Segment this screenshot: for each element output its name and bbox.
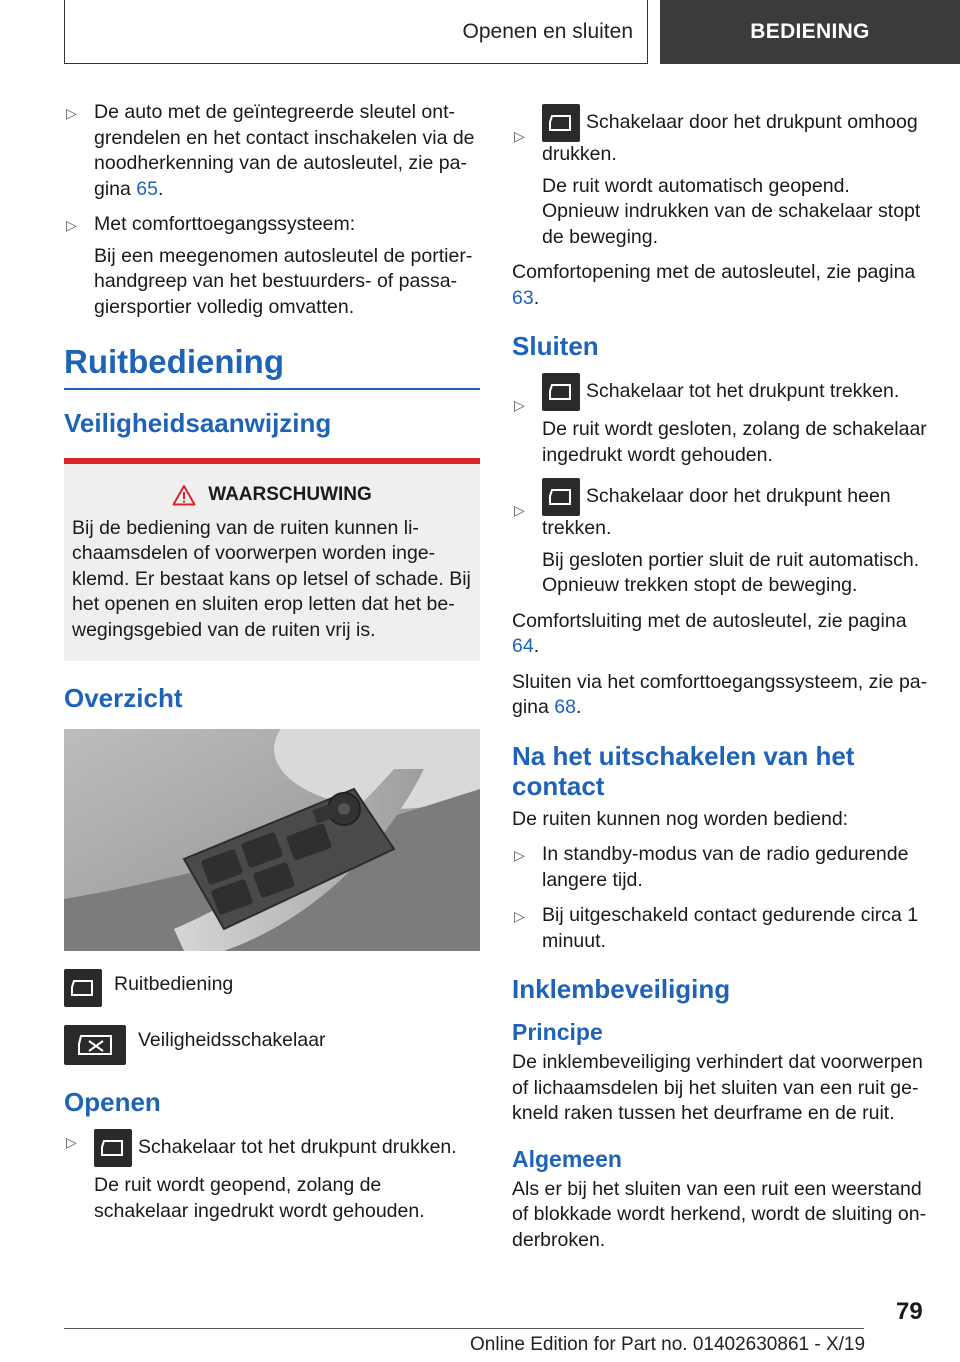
paragraph: Als er bij het sluiten van een ruit een weerstand of blokkade wordt herkend, wordt de sluiting onderbroken. [512,1177,927,1251]
legend-item [64,1025,480,1065]
subsection-heading: Openen [64,1087,161,1117]
triangle-bullet-icon: ▷ [514,908,525,924]
triangle-bullet-icon: ▷ [66,1134,77,1150]
window-switch-icon [94,1129,132,1167]
legend-label: Ruitbediening [114,973,234,995]
paragraph: De ruiten kunnen nog worden bediend: [512,807,849,830]
subsection-heading: Na het uitschakelen van het contact [512,740,855,801]
triangle-bullet-icon: ▷ [514,128,525,144]
subsection-heading: Sluiten [512,331,599,361]
paragraph: Sluiten via het comforttoegangssysteem, zie pagina 68. [512,670,928,718]
section-title: Openen en sluiten [462,19,633,43]
legend-item [64,969,480,1007]
triangle-bullet-icon: ▷ [514,502,525,518]
list-item: ▷ Met comforttoegangssysteem: Bij een meegenomen autosleutel de portierhandgreep van het bestuurders- of passagiersportier volledig omvatten. [66,213,473,318]
page-link[interactable]: 63 [512,286,534,309]
window-switch-icon [542,478,580,516]
chapter-title: BEDIENING [750,20,870,43]
sub-subsection-heading: Algemeen [512,1145,622,1172]
list-item: ▷ Schakelaar tot het drukpunt drukken. De ruit wordt geopend, zolang de schakelaar ingedrukt wordt gehouden. [64,1129,480,1224]
triangle-bullet-icon: ▷ [66,217,77,233]
list-item: ▷ Schakelaar tot het drukpunt trekken. De ruit wordt gesloten, zolang de schakelaar ingedrukt wordt gehouden. [512,373,932,468]
section-heading: Ruitbediening [64,343,284,380]
triangle-bullet-icon: ▷ [514,397,525,413]
warning-box [64,464,480,661]
page-link[interactable]: 68 [554,696,576,718]
paragraph: Comfortsluiting met de autosleutel, zie pagina 64. [512,609,907,657]
footer-rule [64,1328,864,1329]
list-item: ▷ Bij uitgeschakeld contact gedurende circa 1 minuut. [514,904,919,952]
subsection-heading: Overzicht [64,683,183,713]
safety-switch-icon [64,1025,126,1065]
list-item: ▷ In standby-modus van de radio gedurende langere tijd. [514,843,909,891]
warning-text: Bij de bediening van de ruiten kunnen lichaamsdelen of voorwerpen worden ingeklemd. Er bestaat kans op letsel of schade. Bij het openen en sluiten erop letten dat het bewegingsgebied van de ruiten vrij is. [72,516,471,641]
right-column [512,104,932,1263]
list-item: ▷ Schakelaar door het drukpunt heen trekken. Bij gesloten portier sluit de ruit automatisch. Opnieuw trekken stopt de beweging. [512,478,932,599]
window-switch-icon [64,969,102,1007]
page-link[interactable]: 65 [136,177,158,200]
window-switch-icon [542,104,580,142]
heading-rule [64,388,480,390]
warning-title: WAARSCHUWING [72,482,472,508]
legend-label: Veiligheidsschakelaar [138,1029,326,1051]
window-switch-icon [542,373,580,411]
triangle-bullet-icon: ▷ [514,847,525,863]
left-column [64,100,480,1234]
footer-edition: Online Edition for Part no. 01402630861 - X/19 [470,1334,866,1355]
running-header-chapter [660,0,960,64]
triangle-bullet-icon: ▷ [66,105,77,121]
page-number: 79 [896,1298,923,1325]
list-item: ▷ De auto met de geïntegreerde sleutel ontgrendelen en het contact inschakelen via de noodherkenning van de autosleutel, zie pagina 65. [66,101,475,200]
list-item: ▷ Schakelaar door het drukpunt omhoog drukken. De ruit wordt automatisch geopend. Opnieuw indrukken van de schakelaar stopt de beweging. [512,104,932,250]
paragraph: De inklembeveiliging verhindert dat voorwerpen of lichaamsdelen bij het sluiten van een ruit gekneld raken tussen het deurframe en de ruit. [512,1051,923,1124]
subsection-heading: Veiligheidsaanwijzing [64,408,332,438]
sub-subsection-heading: Principe [512,1019,603,1045]
page-link[interactable]: 64 [512,635,534,657]
door-panel-window-switches-image [64,729,480,951]
warning-triangle-icon [172,484,196,506]
subsection-heading: Inklembeveiliging [512,974,731,1004]
paragraph: Comfortopening met de autosleutel, zie pagina 63. [512,261,916,309]
running-header-section [64,0,648,64]
